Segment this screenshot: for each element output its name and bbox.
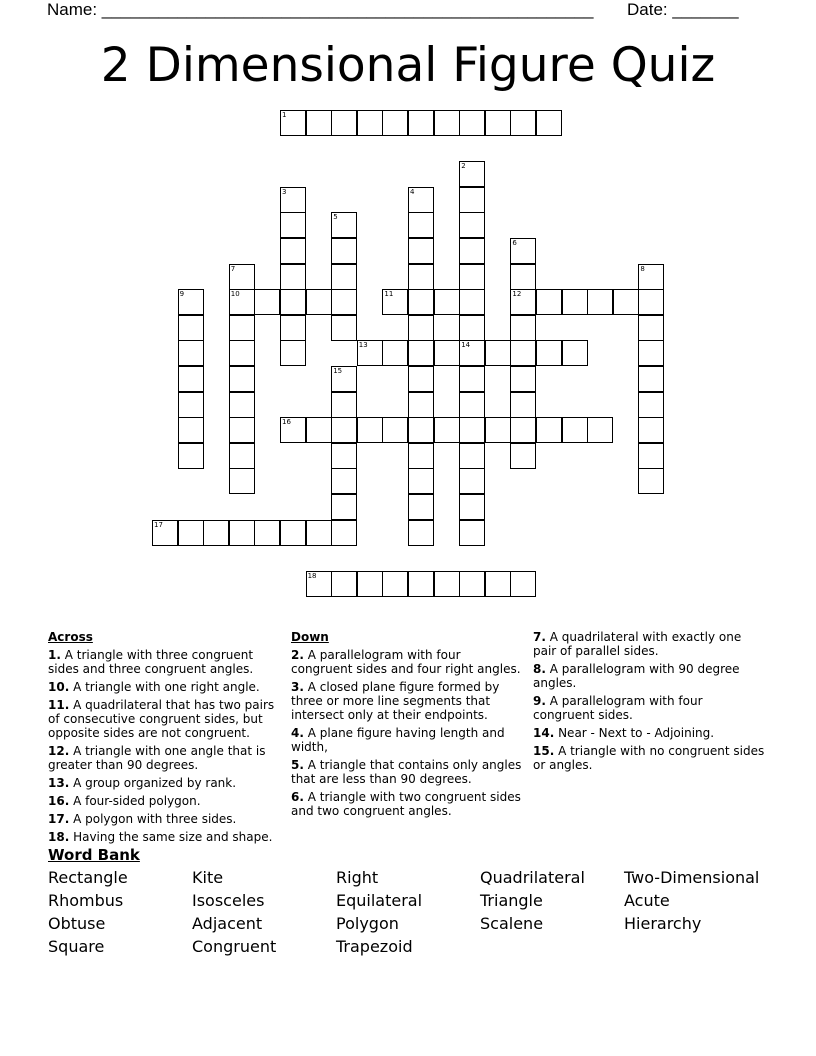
grid-cell[interactable]	[434, 340, 460, 366]
grid-cell[interactable]	[280, 520, 306, 546]
grid-cell[interactable]	[510, 238, 536, 264]
grid-cell[interactable]	[459, 366, 485, 392]
grid-cell[interactable]	[280, 264, 306, 290]
clue-item-number: 18.	[48, 830, 70, 844]
clue-item	[533, 630, 765, 658]
grid-cell[interactable]	[408, 187, 434, 213]
grid-cell[interactable]	[587, 289, 613, 315]
word-bank-item: Acute	[624, 891, 670, 910]
clue-item	[533, 694, 765, 722]
clue-item-text: A triangle with two congruent sides and two congruent angles.	[291, 790, 521, 818]
clue-item-number: 7.	[533, 630, 546, 644]
grid-cell[interactable]	[229, 340, 255, 366]
word-bank-item: Hierarchy	[624, 914, 702, 933]
grid-cell[interactable]	[280, 110, 306, 136]
grid-cell[interactable]	[331, 110, 357, 136]
grid-cell[interactable]	[638, 443, 664, 469]
grid-cell[interactable]	[408, 366, 434, 392]
word-bank-item: Trapezoid	[336, 937, 413, 956]
grid-cell[interactable]	[485, 340, 511, 366]
grid-cell[interactable]	[254, 289, 280, 315]
grid-cell[interactable]	[229, 366, 255, 392]
clue-number: 3	[282, 187, 287, 196]
grid-cell[interactable]	[229, 443, 255, 469]
clue-item	[48, 698, 280, 740]
grid-cell[interactable]	[203, 520, 229, 546]
grid-cell[interactable]	[510, 571, 536, 597]
clue-item	[533, 726, 765, 740]
grid-cell[interactable]	[229, 417, 255, 443]
word-bank-item: Quadrilateral	[480, 868, 585, 887]
word-bank-item: Polygon	[336, 914, 399, 933]
grid-cell[interactable]	[408, 289, 434, 315]
grid-cell[interactable]	[408, 520, 434, 546]
grid-cell[interactable]	[229, 520, 255, 546]
grid-cell[interactable]	[382, 110, 408, 136]
grid-cell[interactable]	[254, 520, 280, 546]
across-heading: Across	[48, 630, 93, 644]
grid-cell[interactable]	[434, 289, 460, 315]
clue-item-text: A triangle with three congruent sides and three congruent angles.	[48, 648, 254, 676]
grid-cell[interactable]	[280, 417, 306, 443]
clue-item-text: A quadrilateral with exactly one pair of parallel sides.	[533, 630, 742, 658]
grid-cell[interactable]	[382, 417, 408, 443]
grid-cell[interactable]	[306, 110, 332, 136]
clue-item	[48, 812, 280, 826]
grid-cell[interactable]	[510, 340, 536, 366]
grid-cell[interactable]	[408, 443, 434, 469]
clue-item	[48, 830, 280, 844]
grid-cell[interactable]	[459, 315, 485, 341]
grid-cell[interactable]	[459, 187, 485, 213]
grid-cell[interactable]	[178, 392, 204, 418]
clue-item-number: 9.	[533, 694, 546, 708]
grid-cell[interactable]	[331, 571, 357, 597]
grid-cell[interactable]	[331, 520, 357, 546]
clue-item	[48, 744, 280, 772]
down-heading: Down	[291, 630, 329, 644]
clue-item-text: A triangle with one angle that is greater than 90 degrees.	[48, 744, 266, 772]
grid-cell[interactable]	[331, 417, 357, 443]
clue-number: 1	[282, 111, 287, 119]
grid-cell[interactable]	[485, 417, 511, 443]
grid-cell[interactable]	[485, 571, 511, 597]
grid-cell[interactable]	[510, 315, 536, 341]
clue-number: 9	[179, 290, 185, 299]
grid-cell[interactable]	[459, 340, 485, 366]
grid-cell[interactable]	[178, 520, 204, 546]
grid-cell[interactable]	[459, 520, 485, 546]
grid-cell[interactable]	[408, 340, 434, 366]
clue-item-text: A polygon with three sides.	[69, 812, 237, 826]
clue-item-text: A parallelogram with 90 degree angles.	[533, 662, 740, 690]
clue-number: 15	[333, 367, 343, 375]
word-bank-item: Rhombus	[48, 891, 124, 910]
clue-item	[291, 726, 523, 754]
clue-number: 12	[512, 290, 522, 299]
grid-cell[interactable]	[408, 212, 434, 238]
grid-cell[interactable]	[280, 187, 306, 213]
grid-cell[interactable]	[408, 494, 434, 520]
date-label: Date: _______	[627, 0, 739, 19]
clue-item-number: 17.	[48, 812, 70, 826]
word-bank-title: Word Bank	[48, 846, 140, 864]
word-bank-item: Kite	[192, 868, 224, 887]
grid-cell[interactable]	[434, 417, 460, 443]
grid-cell[interactable]	[280, 315, 306, 341]
clue-item-number: 10.	[48, 680, 70, 694]
word-bank-item: Scalene	[480, 914, 544, 933]
clue-item-text: A group organized by rank.	[69, 776, 237, 790]
grid-cell[interactable]	[434, 110, 460, 136]
clue-item-number: 3.	[291, 680, 304, 694]
word-bank	[48, 866, 778, 958]
grid-cell[interactable]	[357, 340, 383, 366]
grid-cell[interactable]	[382, 289, 408, 315]
grid-cell[interactable]	[280, 289, 306, 315]
clue-item-text: A triangle that contains only angles that are less than 90 degrees.	[291, 758, 522, 786]
clue-item-text: A closed plane figure formed by three or more line segments that intersect only at their endpoints.	[291, 680, 500, 722]
grid-cell[interactable]	[229, 392, 255, 418]
grid-cell[interactable]	[229, 315, 255, 341]
grid-cell[interactable]	[408, 571, 434, 597]
clue-item-text: A parallelogram with four congruent sides.	[533, 694, 703, 722]
grid-cell[interactable]	[382, 571, 408, 597]
clue-item	[48, 680, 280, 694]
grid-cell[interactable]	[331, 366, 357, 392]
clue-number: 13	[358, 341, 368, 350]
clue-number: 18	[307, 571, 317, 580]
clue-item	[291, 680, 523, 722]
grid-cell[interactable]	[510, 289, 536, 315]
grid-cell[interactable]	[459, 161, 485, 187]
grid-cell[interactable]	[331, 238, 357, 264]
grid-cell[interactable]	[331, 468, 357, 494]
grid-cell[interactable]	[638, 264, 664, 290]
word-bank-item: Right	[336, 868, 379, 887]
grid-cell[interactable]	[408, 417, 434, 443]
grid-cell[interactable]	[459, 110, 485, 136]
grid-cell[interactable]	[178, 417, 204, 443]
grid-cell[interactable]	[510, 366, 536, 392]
clue-item-text: Having the same size and shape.	[69, 830, 273, 844]
grid-cell[interactable]	[408, 315, 434, 341]
grid-cell[interactable]	[459, 212, 485, 238]
grid-cell[interactable]	[638, 366, 664, 392]
clue-item	[291, 758, 523, 786]
grid-cell[interactable]	[459, 417, 485, 443]
grid-cell[interactable]	[638, 289, 664, 315]
grid-cell[interactable]	[408, 392, 434, 418]
clue-number: 10	[230, 290, 240, 299]
grid-cell[interactable]	[459, 443, 485, 469]
grid-cell[interactable]	[459, 238, 485, 264]
grid-cell[interactable]	[280, 238, 306, 264]
grid-cell[interactable]	[638, 340, 664, 366]
clue-item-number: 16.	[48, 794, 70, 808]
grid-cell[interactable]	[306, 520, 332, 546]
grid-cell[interactable]	[331, 289, 357, 315]
clue-item-text: A four-sided polygon.	[69, 794, 201, 808]
clue-item-number: 2.	[291, 648, 304, 662]
grid-cell[interactable]	[638, 315, 664, 341]
clue-item-number: 5.	[291, 758, 304, 772]
grid-cell[interactable]	[280, 340, 306, 366]
word-bank-item: Obtuse	[48, 914, 106, 933]
grid-cell[interactable]	[229, 264, 255, 290]
clue-item	[48, 648, 280, 676]
down-clues	[291, 630, 523, 822]
grid-cell[interactable]	[229, 289, 255, 315]
word-bank-item: Rectangle	[48, 868, 128, 887]
grid-cell[interactable]	[510, 110, 536, 136]
grid-cell[interactable]	[613, 289, 639, 315]
clue-item-number: 1.	[48, 648, 61, 662]
grid-cell[interactable]	[178, 366, 204, 392]
word-bank-item: Equilateral	[336, 891, 423, 910]
clue-item-number: 13.	[48, 776, 70, 790]
grid-cell[interactable]	[306, 571, 332, 597]
clue-number: 8	[640, 264, 645, 273]
clue-number: 16	[282, 418, 291, 427]
clue-item-text: A triangle with one right angle.	[69, 680, 260, 694]
grid-cell[interactable]	[331, 212, 357, 238]
across-clues	[48, 630, 280, 848]
word-bank-item: Adjacent	[192, 914, 263, 933]
clue-item	[48, 794, 280, 808]
header	[47, 0, 747, 20]
grid-cell[interactable]	[638, 468, 664, 494]
grid-cell[interactable]	[357, 110, 383, 136]
grid-cell[interactable]	[306, 289, 332, 315]
clue-item-text: Near - Next to - Adjoining.	[554, 726, 715, 740]
grid-cell[interactable]	[178, 340, 204, 366]
grid-cell[interactable]	[562, 289, 588, 315]
down-clues-continued	[533, 630, 765, 776]
clue-item-number: 8.	[533, 662, 546, 676]
grid-cell[interactable]	[459, 468, 485, 494]
word-bank-item: Triangle	[480, 891, 543, 910]
clue-item-number: 12.	[48, 744, 70, 758]
grid-cell[interactable]	[331, 315, 357, 341]
grid-cell[interactable]	[510, 417, 536, 443]
grid-cell[interactable]	[536, 417, 562, 443]
grid-cell[interactable]	[331, 264, 357, 290]
grid-cell[interactable]	[459, 264, 485, 290]
grid-cell[interactable]	[510, 443, 536, 469]
word-bank-item: Isosceles	[192, 891, 265, 910]
grid-cell[interactable]	[459, 494, 485, 520]
grid-cell[interactable]	[306, 417, 332, 443]
clue-item	[533, 744, 765, 772]
grid-cell[interactable]	[638, 417, 664, 443]
grid-cell[interactable]	[562, 340, 588, 366]
grid-cell[interactable]	[408, 264, 434, 290]
word-bank-item: Two-Dimensional	[624, 868, 760, 887]
clue-item-number: 15.	[533, 744, 555, 758]
clue-number: 6	[512, 239, 517, 247]
clue-number: 14	[461, 341, 471, 350]
grid-cell[interactable]	[562, 417, 588, 443]
word-bank-item: Square	[48, 937, 105, 956]
grid-cell[interactable]	[178, 315, 204, 341]
clue-item-number: 6.	[291, 790, 304, 804]
clue-item	[291, 648, 523, 676]
grid-cell[interactable]	[587, 417, 613, 443]
grid-cell[interactable]	[459, 392, 485, 418]
clue-item-number: 4.	[291, 726, 304, 740]
clue-item-text: A parallelogram with four congruent sides and four right angles.	[291, 648, 521, 676]
grid-cell[interactable]	[331, 392, 357, 418]
clue-item-text: A triangle with no congruent sides or angles.	[533, 744, 765, 772]
clue-item	[533, 662, 765, 690]
clue-item	[291, 790, 523, 818]
clue-number: 2	[461, 162, 466, 171]
grid-cell[interactable]	[229, 468, 255, 494]
clue-number: 11	[384, 290, 394, 299]
grid-cell[interactable]	[178, 443, 204, 469]
clue-item-number: 14.	[533, 726, 555, 740]
grid-cell[interactable]	[357, 417, 383, 443]
clue-item	[48, 776, 280, 790]
grid-cell[interactable]	[536, 110, 562, 136]
grid-cell[interactable]	[434, 571, 460, 597]
grid-cell[interactable]	[382, 340, 408, 366]
clue-item-text: A quadrilateral that has two pairs of consecutive congruent sides, but opposite sides are not congruent.	[48, 698, 275, 740]
grid-cell[interactable]	[510, 264, 536, 290]
clue-number: 5	[333, 213, 338, 222]
grid-cell[interactable]	[331, 443, 357, 469]
grid-cell[interactable]	[638, 392, 664, 418]
grid-cell[interactable]	[178, 289, 204, 315]
clue-item-text: A plane figure having length and width,	[291, 726, 505, 754]
clue-number: 7	[230, 264, 236, 273]
clue-number: 4	[410, 187, 415, 196]
grid-cell[interactable]	[280, 212, 306, 238]
grid-cell[interactable]	[459, 571, 485, 597]
grid-cell[interactable]	[331, 494, 357, 520]
grid-cell[interactable]	[510, 392, 536, 418]
page-title: 2 Dimensional Figure Quiz	[100, 38, 716, 93]
grid-cell[interactable]	[536, 289, 562, 315]
grid-cell[interactable]	[459, 289, 485, 315]
grid-cell[interactable]	[357, 571, 383, 597]
grid-cell[interactable]	[485, 110, 511, 136]
grid-cell[interactable]	[408, 468, 434, 494]
clue-number: 17	[154, 520, 163, 529]
name-label: Name: ____________________________________________________	[47, 0, 594, 19]
word-bank-item: Congruent	[192, 937, 277, 956]
grid-cell[interactable]	[536, 340, 562, 366]
grid-cell[interactable]	[408, 110, 434, 136]
grid-cell[interactable]	[152, 520, 178, 546]
clue-item-number: 11.	[48, 698, 70, 712]
grid-cell[interactable]	[408, 238, 434, 264]
